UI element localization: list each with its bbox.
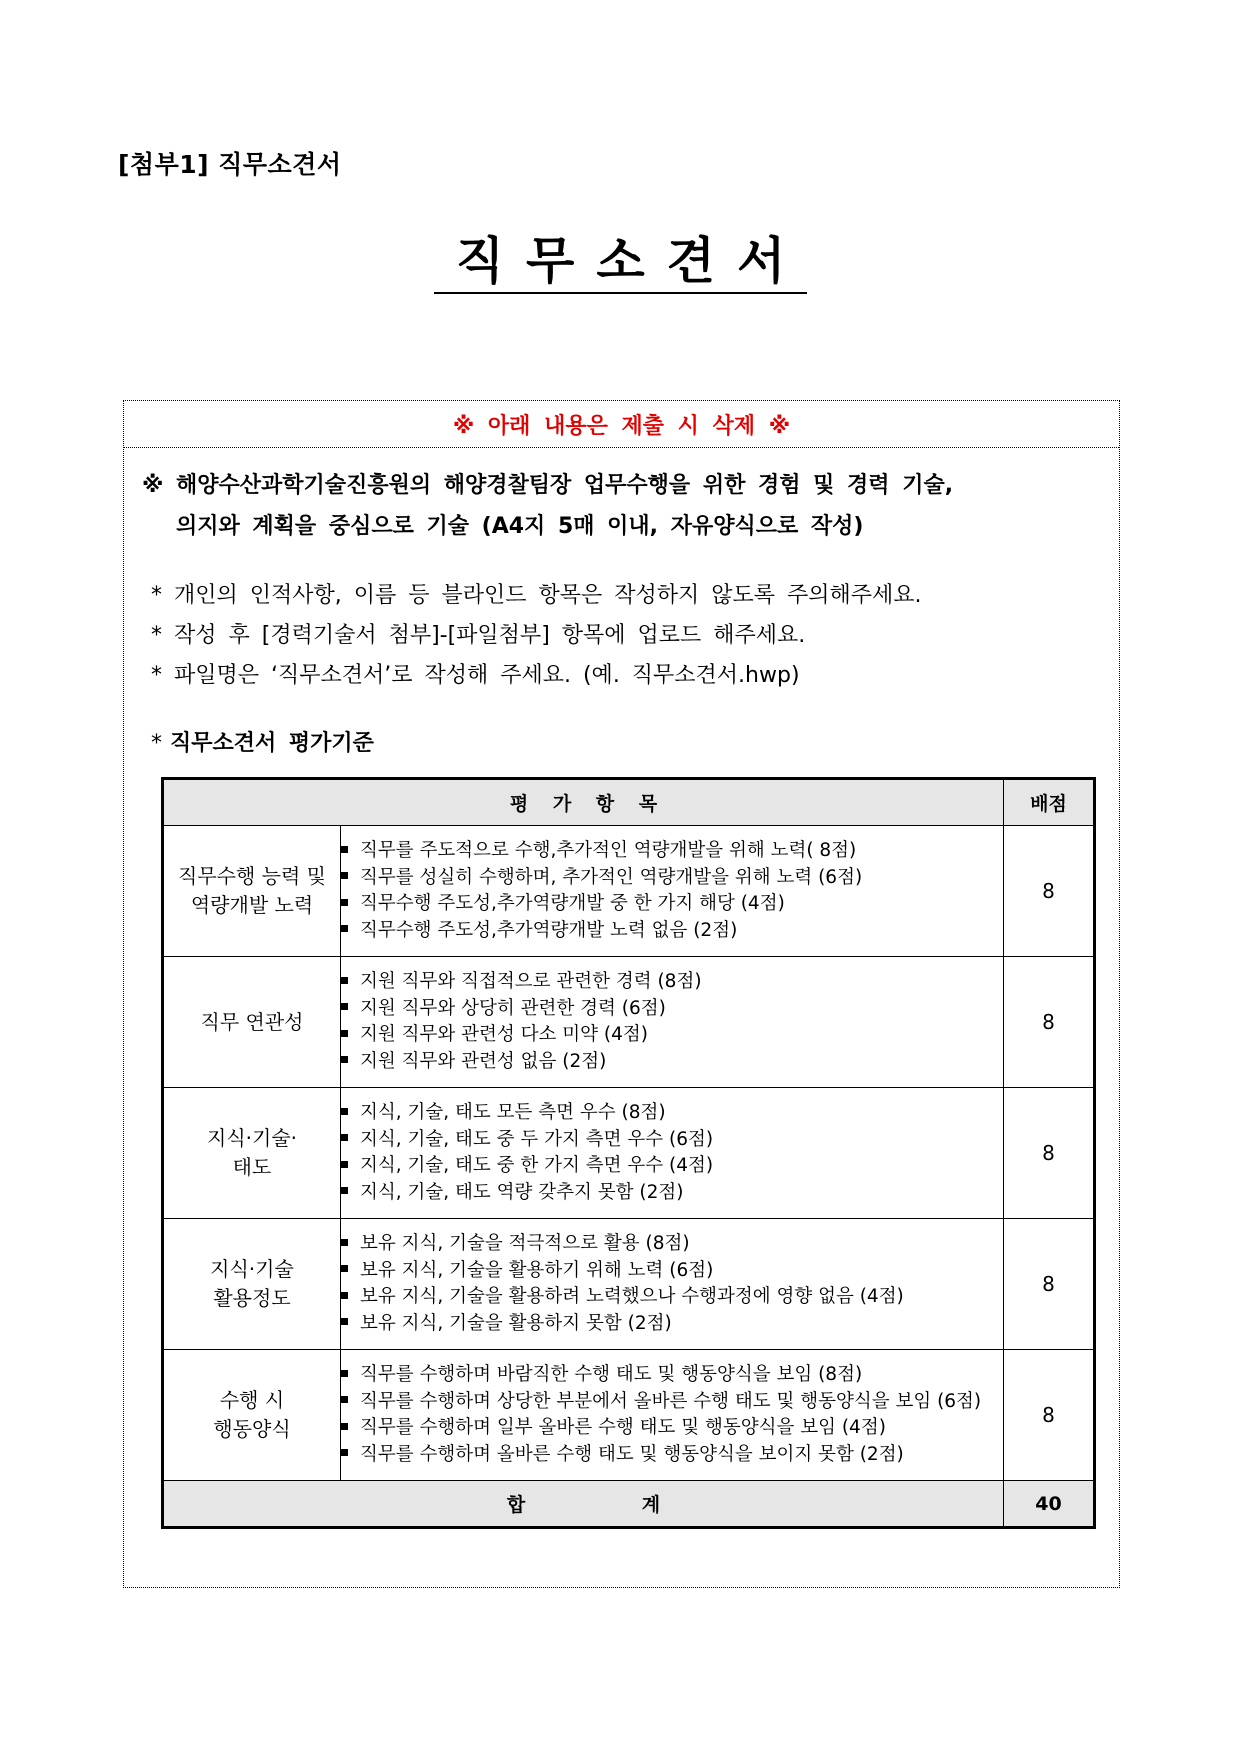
criteria-item-text: 지식, 기술, 태도 모든 측면 우수 (8점): [360, 1102, 666, 1123]
category-cell: [163, 1219, 341, 1350]
criteria-item: [341, 865, 1003, 892]
guideline-item: * 개인의 인적사항, 이름 등 블라인드 항목은 작성하지 않도록 주의해주세요.: [151, 583, 922, 608]
square-bullet-icon: [341, 846, 348, 853]
square-bullet-icon: [341, 1134, 348, 1141]
table-header-row: [163, 779, 1095, 826]
category-line: 행동양식: [213, 1417, 291, 1441]
guideline-item: * 파일명은 ‘직무소견서’로 작성해 주세요. (예. 직무소견서.hwp): [151, 663, 800, 688]
criteria-item-text: 지식, 기술, 태도 역량 갖추지 못함 (2점): [360, 1181, 684, 1203]
square-bullet-icon: [341, 1423, 348, 1430]
criteria-item-text: 직무를 주도적으로 수행,추가적인 역량개발을 위해 노력( 8점): [360, 840, 857, 861]
criteria-item-text: 보유 지식, 기술을 활용하려 노력했으나 수행과정에 영향 없음 (4점): [360, 1286, 904, 1307]
notice-box: [123, 400, 1120, 1588]
square-bullet-icon: [341, 899, 348, 906]
table-row: [163, 1219, 1095, 1350]
table-row: [163, 826, 1095, 957]
total-label: 합 계: [163, 1481, 1004, 1528]
criteria-item-text: 직무를 성실히 수행하며, 추가적인 역량개발을 위해 노력 (6점): [360, 866, 863, 888]
criteria-item: [341, 1258, 1003, 1285]
criteria-item: [341, 1284, 1003, 1311]
score-cell: 8: [1004, 1088, 1095, 1219]
criteria-item: [341, 1442, 1003, 1469]
square-bullet-icon: [341, 1030, 348, 1037]
attachment-label: [첨부1] 직무소견서: [118, 150, 342, 179]
criteria-item: [341, 1231, 1003, 1258]
square-bullet-icon: [341, 872, 348, 879]
square-bullet-icon: [341, 1370, 348, 1377]
criteria-item-text: 지원 직무와 직접적으로 관련한 경력 (8점): [360, 971, 702, 992]
criteria-item: [341, 1049, 1003, 1076]
criteria-item: [341, 1362, 1003, 1389]
criteria-item: [341, 1100, 1003, 1127]
criteria-item-text: 직무수행 주도성,추가역량개발 중 한 가지 해당 (4점): [360, 893, 785, 914]
category-cell: [163, 957, 341, 1088]
criteria-item: [341, 1311, 1003, 1338]
criteria-item: [341, 969, 1003, 996]
notice-header: ※ 아래 내용은 제출 시 삭제 ※: [124, 401, 1119, 448]
category-line: 직무 연관성: [200, 1009, 304, 1034]
criteria-item-text: 직무를 수행하며 일부 올바른 수행 태도 및 행동양식을 보임 (4점): [360, 1417, 886, 1438]
criteria-item-text: 지원 직무와 관련성 다소 미약 (4점): [360, 1024, 648, 1045]
criteria-item-text: 지식, 기술, 태도 중 두 가지 측면 우수 (6점): [360, 1128, 714, 1150]
category-line: 활용정도: [213, 1286, 291, 1310]
square-bullet-icon: [341, 1239, 348, 1246]
total-row: [163, 1481, 1095, 1528]
document-title-wrap: [0, 232, 1241, 294]
guideline-list: [151, 576, 922, 696]
category-line: 지식·기술: [210, 1257, 294, 1281]
square-bullet-icon: [341, 1108, 348, 1115]
criteria-item-text: 보유 지식, 기술을 활용하지 못함 (2점): [360, 1312, 672, 1334]
total-score: 40: [1004, 1481, 1095, 1528]
square-bullet-icon: [341, 1265, 348, 1272]
table-row: [163, 1350, 1095, 1481]
criteria-item: [341, 1389, 1003, 1416]
criteria-item: [341, 996, 1003, 1023]
table-row: [163, 957, 1095, 1088]
main-note: [142, 465, 1102, 547]
criteria-item: [341, 918, 1003, 945]
header-evaluation-item: 평 가 항 목: [163, 779, 1004, 826]
document-title: 직무소견서: [434, 236, 808, 294]
category-line: 역량개발 노력: [190, 893, 314, 917]
header-score: 배점: [1004, 779, 1095, 826]
criteria-item: [341, 1153, 1003, 1180]
square-bullet-icon: [341, 1318, 348, 1325]
main-note-line-1: ※ 해양수산과학기술진흥원의 해양경찰팀장 업무수행을 위한 경험 및 경력 기술,: [142, 473, 954, 498]
table-row: [163, 1088, 1095, 1219]
square-bullet-icon: [341, 1292, 348, 1299]
score-cell: 8: [1004, 826, 1095, 957]
score-cell: 8: [1004, 1350, 1095, 1481]
criteria-item-text: 지원 직무와 상당히 관련한 경력 (6점): [360, 997, 666, 1019]
category-line: 직무수행 능력 및: [178, 864, 326, 888]
criteria-item-text: 직무를 수행하며 올바른 수행 태도 및 행동양식을 보이지 못함 (2점): [360, 1443, 904, 1465]
criteria-items-cell: [341, 957, 1004, 1088]
criteria-items-cell: [341, 1350, 1004, 1481]
evaluation-criteria-table: [161, 777, 1096, 1529]
category-cell: [163, 826, 341, 957]
score-cell: 8: [1004, 1219, 1095, 1350]
criteria-item: [341, 1022, 1003, 1049]
square-bullet-icon: [341, 977, 348, 984]
square-bullet-icon: [341, 1187, 348, 1194]
criteria-item: [341, 891, 1003, 918]
criteria-item-text: 직무수행 주도성,추가역량개발 노력 없음 (2점): [360, 919, 738, 941]
square-bullet-icon: [341, 1396, 348, 1403]
criteria-item-text: 지원 직무와 관련성 없음 (2점): [360, 1050, 607, 1072]
category-cell: [163, 1088, 341, 1219]
category-line: 지식·기술·: [207, 1126, 297, 1150]
criteria-item: [341, 838, 1003, 865]
main-note-line-2: 의지와 계획을 중심으로 기술 (A4지 5매 이내, 자유양식으로 작성): [176, 514, 864, 539]
criteria-item: [341, 1180, 1003, 1207]
square-bullet-icon: [341, 1056, 348, 1063]
square-bullet-icon: [341, 1003, 348, 1010]
criteria-item-text: 지식, 기술, 태도 중 한 가지 측면 우수 (4점): [360, 1155, 714, 1176]
criteria-items-cell: [341, 1219, 1004, 1350]
criteria-star: *: [151, 731, 162, 756]
criteria-heading-text: 직무소견서 평가기준: [170, 731, 374, 756]
score-cell: 8: [1004, 957, 1095, 1088]
criteria-item-text: 보유 지식, 기술을 활용하기 위해 노력 (6점): [360, 1259, 714, 1281]
category-cell: [163, 1350, 341, 1481]
criteria-items-cell: [341, 826, 1004, 957]
criteria-item-text: 보유 지식, 기술을 적극적으로 활용 (8점): [360, 1233, 690, 1254]
square-bullet-icon: [341, 1449, 348, 1456]
guideline-item: * 작성 후 [경력기술서 첨부]-[파일첨부] 항목에 업로드 해주세요.: [151, 623, 806, 648]
criteria-item: [341, 1127, 1003, 1154]
criteria-heading: [151, 726, 374, 757]
criteria-item-text: 직무를 수행하며 바람직한 수행 태도 및 행동양식을 보임 (8점): [360, 1364, 863, 1385]
category-line: 수행 시: [219, 1388, 285, 1412]
square-bullet-icon: [341, 925, 348, 932]
square-bullet-icon: [341, 1161, 348, 1168]
category-line: 태도: [232, 1155, 272, 1179]
criteria-item-text: 직무를 수행하며 상당한 부분에서 올바른 수행 태도 및 행동양식을 보임 (6점): [360, 1390, 982, 1412]
criteria-items-cell: [341, 1088, 1004, 1219]
criteria-item: [341, 1415, 1003, 1442]
